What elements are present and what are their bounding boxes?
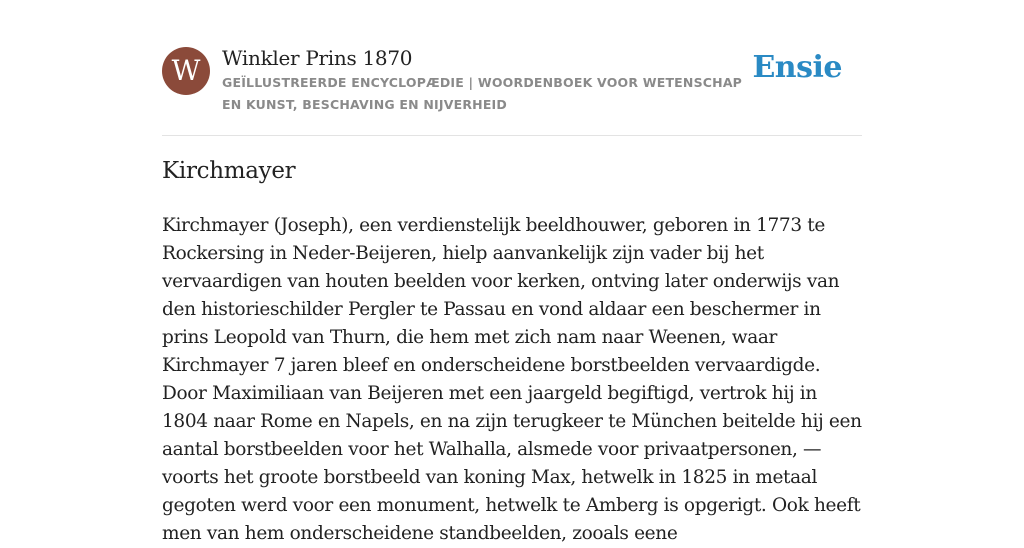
entry-body: Kirchmayer (Joseph), een verdienstelijk beeldhouwer, geboren in 1773 te Rockersing in Neder-Beijeren, hielp aanvankelijk zijn vader bij het vervaardigen van houten beelden voor kerken, ontving later onderwijs van den historieschilder Pergler te Passau en vond aldaar een beschermer in prins Leopold van Thurn, die hem met zich nam naar Weenen, waar Kirchmayer 7 jaren bleef en onderscheidene borstbeelden vervaardigde. Door Maximiliaan van Beijeren met een jaargeld begiftigd, vertrok hij in 1804 naar Rome en Napels, en na zijn terugkeer te München beitelde hij een aantal borstbeelden voor het Walhalla, alsmede voor privaatpersonen, — voorts het groote borstbeeld van koning Max, hetwelk in 1825 in metaal gegoten werd voor een monument, hetwelk te Amberg is opgerigt. Ook heeft men van hem onderscheidene standbeelden, zooals eene xyxy=(162,215,862,544)
publication-avatar[interactable]: W xyxy=(162,47,210,95)
header-divider xyxy=(162,135,862,136)
publication-title[interactable]: Winkler Prins 1870 xyxy=(222,46,413,70)
publication-subtitle: GEÏLLUSTREERDE ENCYCLOPÆDIE | WOORDENBOEK VOOR WETENSCHAP EN KUNST, BESCHAVING EN NIJVERHEID xyxy=(222,75,743,112)
header xyxy=(162,46,862,116)
entry-title: Kirchmayer xyxy=(162,158,296,184)
brand-logo[interactable]: Ensie xyxy=(752,50,842,85)
